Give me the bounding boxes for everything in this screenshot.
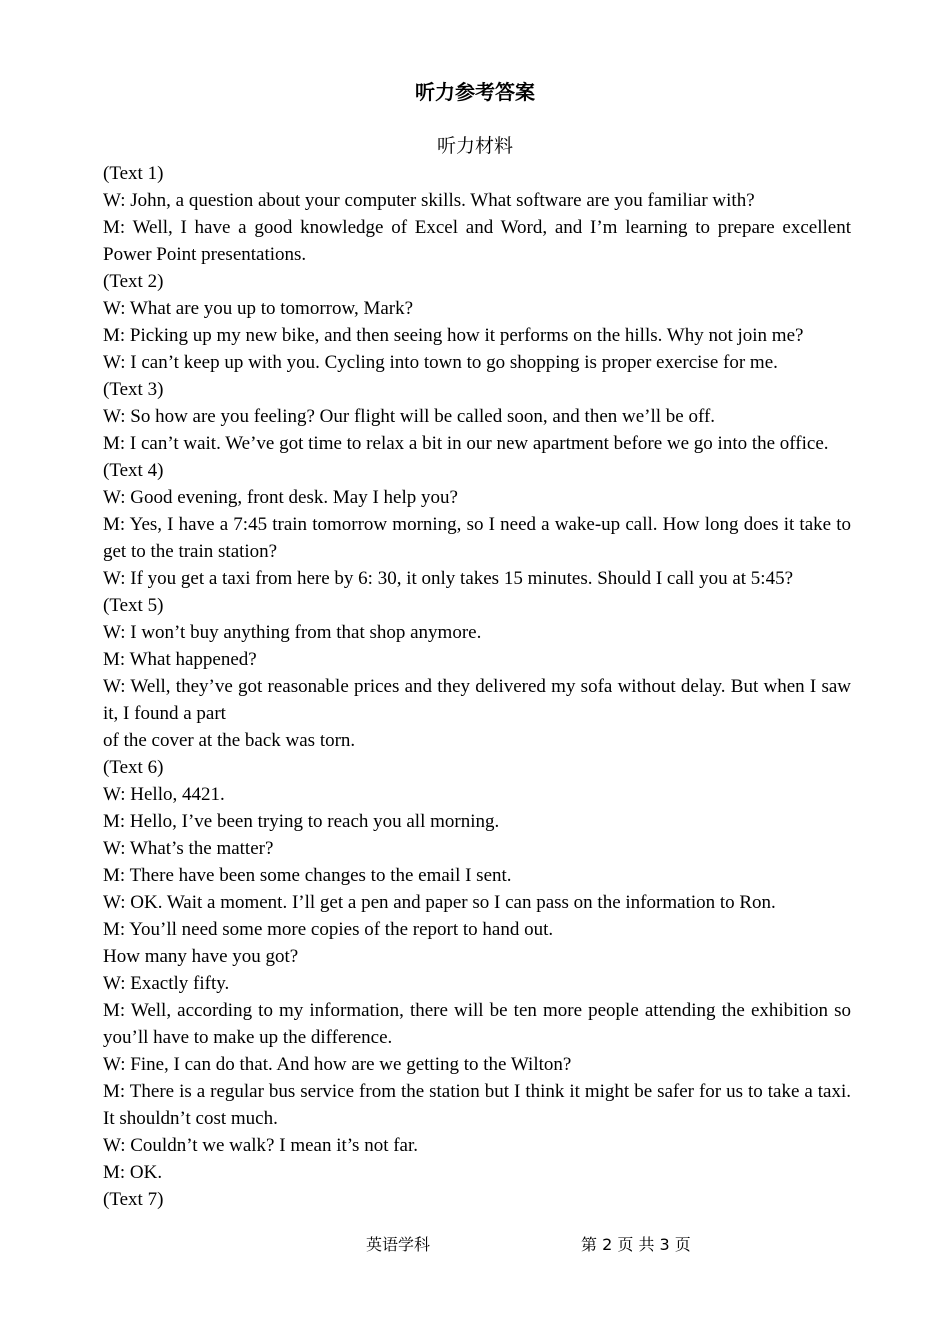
dialogue-line: W: Exactly fifty. [103,973,230,994]
dialogue-line: W: John, a question about your computer skills. What software are you familiar with? [103,190,755,211]
text-marker: (Text 2) [103,271,164,292]
dialogue-line: M: Well, according to my information, there will be ten more people attending the exhibition so you’ll have to make up the difference. [103,1000,856,1048]
footer-subject: 英语学科 [366,1235,431,1254]
dialogue-line: W: If you get a taxi from here by 6: 30, it only takes 15 minutes. Should I call you at 5:45? [103,568,794,589]
text-marker: (Text 6) [103,757,164,778]
dialogue-line: M: What happened? [103,649,257,670]
dialogue-line: M: There have been some changes to the email I sent. [103,865,512,886]
dialogue-line: M: Hello, I’ve been trying to reach you all morning. [103,811,500,832]
dialogue-line: of the cover at the back was torn. [103,730,356,751]
dialogue-line: M: Well, I have a good knowledge of Excel and Word, and I’m learning to prepare excellent Power Point presentations. [103,217,856,265]
footer-page-number: 第 2 页 共 3 页 [581,1235,691,1254]
text-marker: (Text 3) [103,379,164,400]
dialogue-line: M: Yes, I have a 7:45 train tomorrow morning, so I need a wake-up call. How long does it take to get to the train station? [103,514,856,562]
dialogue-line: W: OK. Wait a moment. I’ll get a pen and paper so I can pass on the information to Ron. [103,892,776,913]
dialogue-line: W: Good evening, front desk. May I help you? [103,487,458,508]
dialogue-line: M: OK. [103,1162,163,1183]
dialogue-line: W: What’s the matter? [103,838,274,859]
dialogue-line: M: I can’t wait. We’ve got time to relax a bit in our new apartment before we go into the office. [103,433,829,454]
dialogue-line: W: Hello, 4421. [103,784,225,805]
dialogue-line: M: Picking up my new bike, and then seeing how it performs on the hills. Why not join me? [103,325,804,346]
text-marker: (Text 7) [103,1189,164,1210]
page-title: 听力参考答案 [415,80,535,104]
section-heading: 听力材料 [436,135,513,157]
dialogue-line: W: What are you up to tomorrow, Mark? [103,298,414,319]
text-marker: (Text 4) [103,460,164,481]
dialogue-line: W: Well, they’ve got reasonable prices and they delivered my sofa without delay. But when I saw it, I found a part [103,676,856,724]
text-marker: (Text 5) [103,595,164,616]
dialogue-line: W: I won’t buy anything from that shop anymore. [103,622,482,643]
dialogue-line: M: You’ll need some more copies of the report to hand out. [103,919,554,940]
dialogue-line: W: Fine, I can do that. And how are we getting to the Wilton? [103,1054,572,1075]
text-marker: (Text 1) [103,163,164,184]
dialogue-line: W: Couldn’t we walk? I mean it’s not far. [103,1135,419,1156]
dialogue-line: W: I can’t keep up with you. Cycling into town to go shopping is proper exercise for me. [103,352,778,373]
transcript-body [103,160,856,1213]
dialogue-line: M: There is a regular bus service from the station but I think it might be safer for us to take a taxi. It shouldn’t cost much. [103,1081,856,1129]
dialogue-line: W: So how are you feeling? Our flight will be called soon, and then we’ll be off. [103,406,716,427]
dialogue-line: How many have you got? [103,946,299,967]
